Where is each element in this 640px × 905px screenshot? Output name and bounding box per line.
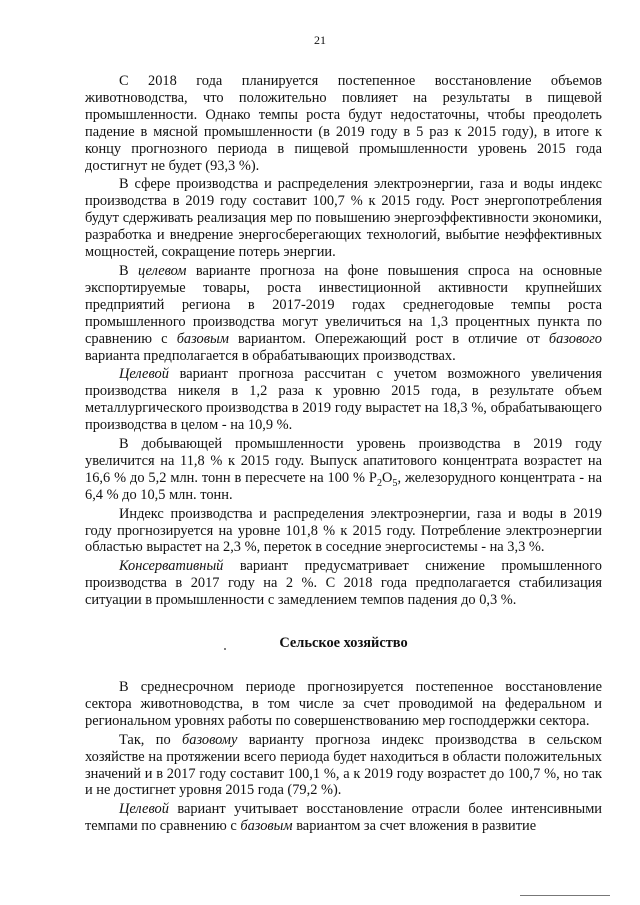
paragraph-nickel-production: Целевой вариант прогноза рассчитан с учетом возможного увеличения производства никеля в 1,2 раза к уровню 2015 года, в результате объем металлургического производства в 2019 году вырастет на 18,3 %, обрабатывающего производства в целом - на 10,9 %. xyxy=(85,366,602,434)
paragraph-basic-agriculture: Так, по базовому варианту прогноза индекс производства в сельском хозяйстве на протяжении всего периода будет находиться в области положительных значений и в 2017 году составит 100,1 %, а к 2019 году возрастет до 100,7 %, но так и не достигнет уровня 2015 года (79,2 %). xyxy=(85,731,602,799)
paragraph-electricity-index: Индекс производства и распределения электроэнергии, газа и воды в 2019 году прогнозируется на уровне 101,8 % к 2015 году. Потребление электроэнергии областью вырастет на 2,3 %, переток в соседние энергосистемы - на 3,3 %. xyxy=(85,505,602,556)
paragraph-energy-sector: В сфере производства и распределения электроэнергии, газа и воды индекс производства в 2019 году составит 100,7 % к 2015 году. Рост энергопотребления будут сдерживать реализация мер по повышению энергоэффективности экономики, разработка и внедрение энергосберегающих технологий, выбытие неэффективных мощностей, сокращение потерь энергии. xyxy=(85,176,602,261)
footer-mark xyxy=(520,895,610,899)
paragraph-conservative-variant: Консервативный вариант предусматривает снижение промышленного производства в 2017 году на 2 %. С 2018 года предполагается стабилизация ситуации в промышленности с замедлением темпов падения до 0,3 %. xyxy=(85,558,602,609)
document-body xyxy=(85,73,602,835)
paragraph-target-variant: В целевом варианте прогноза на фоне повышения спроса на основные экспортируемые товары, роста инвестиционной активности крупнейших предприятий региона в 2017-2019 годах среднегодовые темпы роста промышленного производства могут увеличиться на 1,3 процентных пункта по сравнению с базовым вариантом. Опережающий рост в отличие от базового варианта предполагается в обрабатывающих производствах. xyxy=(85,262,603,364)
paragraph-target-agriculture: Целевой вариант учитывает восстановление отрасли более интенсивными темпами по сравнению с базовым вариантом за счет вложения в развитие xyxy=(85,801,602,835)
page-number: 21 xyxy=(314,33,326,47)
scan-speck xyxy=(224,648,226,650)
section-heading-agriculture: Сельское хозяйство xyxy=(279,635,408,652)
paragraph-mining-industry: В добывающей промышленности уровень производства в 2019 году увеличится на 11,8 % к 2015 году. Выпуск апатитового концентрата возрастет на 16,6 % до 5,2 млн. тонн в пересчете на 100 % $P_2O_5$, железорудного концентрата - на 6,4 % до 10,5 млн. тонн. xyxy=(85,436,602,503)
paragraph-food-industry: С 2018 года планируется постепенное восстановление объемов животноводства, что положительно повлияет на результаты в пищевой промышленности. Однако темпы роста будут недостаточны, чтобы преодолеть падение в мясной промышленности (в 2019 году в 5 раз к 2015 году), в итоге к концу прогнозного периода в пищевой промышленности уровень 2015 года достигнут не будет (93,3 %). xyxy=(85,73,602,174)
paragraph-livestock-recovery: В среднесрочном периоде прогнозируется постепенное восстановление сектора животноводства, в том числе за счет проводимой на федеральном и региональном уровнях работы по совершенствованию мер господдержки сектора. xyxy=(85,679,602,729)
